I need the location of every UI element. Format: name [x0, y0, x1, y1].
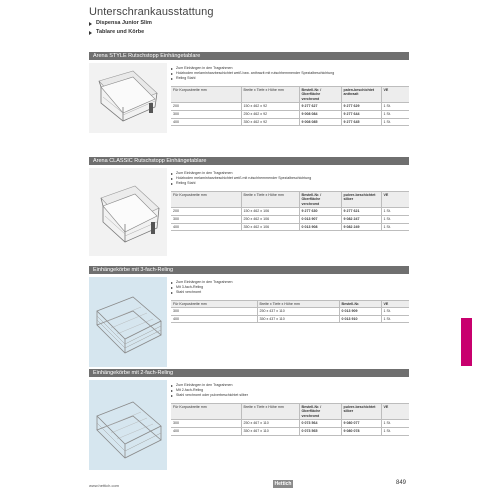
- table-cell: 1 St.: [381, 110, 409, 118]
- product-table: [171, 86, 409, 127]
- section-content: [171, 63, 409, 126]
- table-cell: 1 St.: [381, 118, 409, 126]
- section-arena-style: [89, 52, 409, 124]
- list-item: Reling Stahl: [171, 76, 409, 81]
- arrow-right-icon: [171, 287, 173, 289]
- column-header: Für Korpusbreite mm: [171, 403, 241, 420]
- column-header: VE: [381, 403, 409, 420]
- page-header: [89, 6, 489, 36]
- table-cell: 9 277 629: [341, 103, 381, 111]
- column-header: Breite x Tiefe x Höhe mm: [257, 300, 339, 308]
- arrow-right-icon: [171, 78, 173, 80]
- table-cell: 300: [171, 215, 241, 223]
- product-table: [171, 300, 409, 324]
- table-cell: 9 008 084: [299, 110, 341, 118]
- column-header: Für Korpusbreite mm: [171, 86, 241, 103]
- arrow-right-icon: [171, 178, 173, 180]
- table-cell: 1 St.: [381, 208, 409, 216]
- table-cell: 350 x 462 x 92: [241, 118, 299, 126]
- arrow-right-icon: [171, 68, 173, 70]
- table-row: [171, 215, 409, 223]
- footer-url[interactable]: www.hettich.com: [89, 483, 120, 488]
- table-cell: 9 277 644: [341, 110, 381, 118]
- table-cell: 9 277 621: [341, 208, 381, 216]
- product-photo-arena-classic: [89, 168, 167, 256]
- table-header-row: [171, 300, 409, 308]
- page-number: 849: [396, 480, 407, 486]
- table-row: [171, 223, 409, 231]
- product-table: [171, 191, 409, 232]
- product-table: [171, 403, 409, 436]
- table-cell: 9 277 645: [341, 118, 381, 126]
- table-cell: 0 073 565: [299, 427, 341, 435]
- product-photo-arena-style: [89, 63, 167, 133]
- table-cell: 350 x 437 x 110: [257, 315, 339, 323]
- hettich-logo: Hettich: [274, 481, 292, 487]
- table-cell: 200: [171, 103, 241, 111]
- feature-list: [171, 168, 409, 187]
- table-cell: 1 St.: [381, 215, 409, 223]
- table-cell: 300: [171, 420, 241, 428]
- table-cell: 300: [171, 308, 257, 316]
- table-header-row: [171, 403, 409, 420]
- section-heading: Arena STYLE Rutschstopp Einhängetablare: [89, 52, 409, 60]
- table-row: [171, 110, 409, 118]
- product-photo-2-rail-basket: [89, 380, 167, 470]
- table-cell: 9 277 630: [299, 208, 341, 216]
- list-item: Holzboden melaminharzbeschichtet weiß mit rutschhemmender Spezialbeschichtung: [171, 176, 409, 181]
- arrow-right-icon: [171, 292, 173, 294]
- table-cell: 150 x 462 x 92: [241, 103, 299, 111]
- table-cell: 9 080 078: [341, 427, 381, 435]
- arrow-right-icon: [171, 390, 173, 392]
- table-header-row: [171, 86, 409, 103]
- table-row: [171, 118, 409, 126]
- table-cell: 350 x 467 x 110: [241, 427, 299, 435]
- section-content: [171, 380, 409, 436]
- arrow-right-icon: [89, 22, 92, 26]
- list-item: Mit 3-fach-Reling: [171, 285, 409, 290]
- product-photo-3-rail-basket: [89, 277, 167, 367]
- table-cell: 1 St.: [381, 308, 409, 316]
- table-cell: 9 082 249: [341, 223, 381, 231]
- list-item: Zum Einhängen in den Tragrahmen: [171, 383, 409, 388]
- list-item: Stahl verchromt oder pulverbeschichtet silber: [171, 393, 409, 398]
- column-header: pulver-beschichtet silber: [341, 403, 381, 420]
- table-cell: 250 x 462 x 92: [241, 110, 299, 118]
- table-cell: 250 x 462 x 106: [241, 215, 299, 223]
- section-3-rail-baskets: [89, 266, 409, 321]
- table-cell: 350 x 462 x 106: [241, 223, 299, 231]
- column-header: Breite x Tiefe x Höhe mm: [241, 86, 299, 103]
- chapter-tab: [461, 318, 472, 366]
- table-cell: 400: [171, 427, 241, 435]
- column-header: Bestell-Nr. / Oberfläche verchromt: [299, 191, 341, 208]
- table-cell: 1 St.: [381, 315, 409, 323]
- section-content: [171, 277, 409, 323]
- arrow-right-icon: [89, 31, 92, 35]
- table-cell: 1 St.: [381, 420, 409, 428]
- table-row: [171, 315, 409, 323]
- list-item: Reling Stahl: [171, 181, 409, 186]
- table-cell: 9 082 247: [341, 215, 381, 223]
- table-cell: 9 008 085: [299, 118, 341, 126]
- arrow-right-icon: [171, 385, 173, 387]
- table-cell: 1 St.: [381, 223, 409, 231]
- feature-list: [171, 380, 409, 399]
- column-header: Für Korpusbreite mm: [171, 300, 257, 308]
- list-item: Zum Einhängen in den Tragrahmen: [171, 171, 409, 176]
- table-cell: 1 St.: [381, 427, 409, 435]
- arrow-right-icon: [171, 183, 173, 185]
- list-item: Holzboden melaminharzbeschichtet weiß bzw. anthrazit mit rutschhemmender Spezialbeschichtung: [171, 71, 409, 76]
- table-row: [171, 103, 409, 111]
- table-cell: 150 x 462 x 106: [241, 208, 299, 216]
- column-header: Breite x Tiefe x Höhe mm: [241, 191, 299, 208]
- table-cell: 0 073 564: [299, 420, 341, 428]
- column-header: Breite x Tiefe x Höhe mm: [241, 403, 299, 420]
- list-item: Mit 2-fach-Reling: [171, 388, 409, 393]
- table-row: [171, 208, 409, 216]
- column-header: VE: [381, 191, 409, 208]
- table-cell: 0 013 909: [339, 308, 381, 316]
- table-cell: 400: [171, 118, 241, 126]
- column-header: VE: [381, 86, 409, 103]
- page-footer: [89, 478, 409, 490]
- section-heading: Einhängekörbe mit 3-fach-Reling: [89, 266, 409, 274]
- column-header: Bestell-Nr. / Oberfläche verchromt: [299, 403, 341, 420]
- column-header: Bestell-Nr. / Oberfläche verchromt: [299, 86, 341, 103]
- arrow-right-icon: [171, 73, 173, 75]
- page-title: Unterschrankausstattung: [89, 6, 214, 18]
- column-header: Für Korpusbreite mm: [171, 191, 241, 208]
- table-cell: 300: [171, 110, 241, 118]
- feature-list: [171, 63, 409, 82]
- breadcrumb-1: Dispensa Junior Slim: [89, 20, 489, 27]
- table-cell: 1 St.: [381, 103, 409, 111]
- table-cell: 9 277 627: [299, 103, 341, 111]
- section-content: [171, 168, 409, 231]
- column-header: pulver-beschichtet silber: [341, 191, 381, 208]
- table-cell: 0 013 907: [299, 215, 341, 223]
- table-cell: 250 x 467 x 110: [241, 420, 299, 428]
- arrow-right-icon: [171, 173, 173, 175]
- table-cell: 250 x 437 x 110: [257, 308, 339, 316]
- section-arena-classic: [89, 157, 409, 229]
- table-cell: 9 080 077: [341, 420, 381, 428]
- table-row: [171, 427, 409, 435]
- table-cell: 200: [171, 208, 241, 216]
- arrow-right-icon: [171, 282, 173, 284]
- list-item: Stahl verchromt: [171, 290, 409, 295]
- column-header: palen-beschichtet anthrazit: [341, 86, 381, 103]
- section-heading: Einhängekörbe mit 2-fach-Reling: [89, 369, 409, 377]
- table-cell: 0 013 908: [299, 223, 341, 231]
- column-header: VE: [381, 300, 409, 308]
- list-item: Zum Einhängen in den Tragrahmen: [171, 66, 409, 71]
- section-heading: Arena CLASSIC Rutschstopp Einhängetablare: [89, 157, 409, 165]
- feature-list: [171, 277, 409, 296]
- list-item: Zum Einhängen in den Tragrahmen: [171, 280, 409, 285]
- arrow-right-icon: [171, 395, 173, 397]
- table-cell: 0 013 910: [339, 315, 381, 323]
- column-header: Bestell-Nr.: [339, 300, 381, 308]
- section-2-rail-baskets: [89, 369, 409, 433]
- table-row: [171, 420, 409, 428]
- table-row: [171, 308, 409, 316]
- table-header-row: [171, 191, 409, 208]
- breadcrumb-2: Tablare und Körbe: [89, 29, 489, 36]
- table-cell: 400: [171, 223, 241, 231]
- table-cell: 400: [171, 315, 257, 323]
